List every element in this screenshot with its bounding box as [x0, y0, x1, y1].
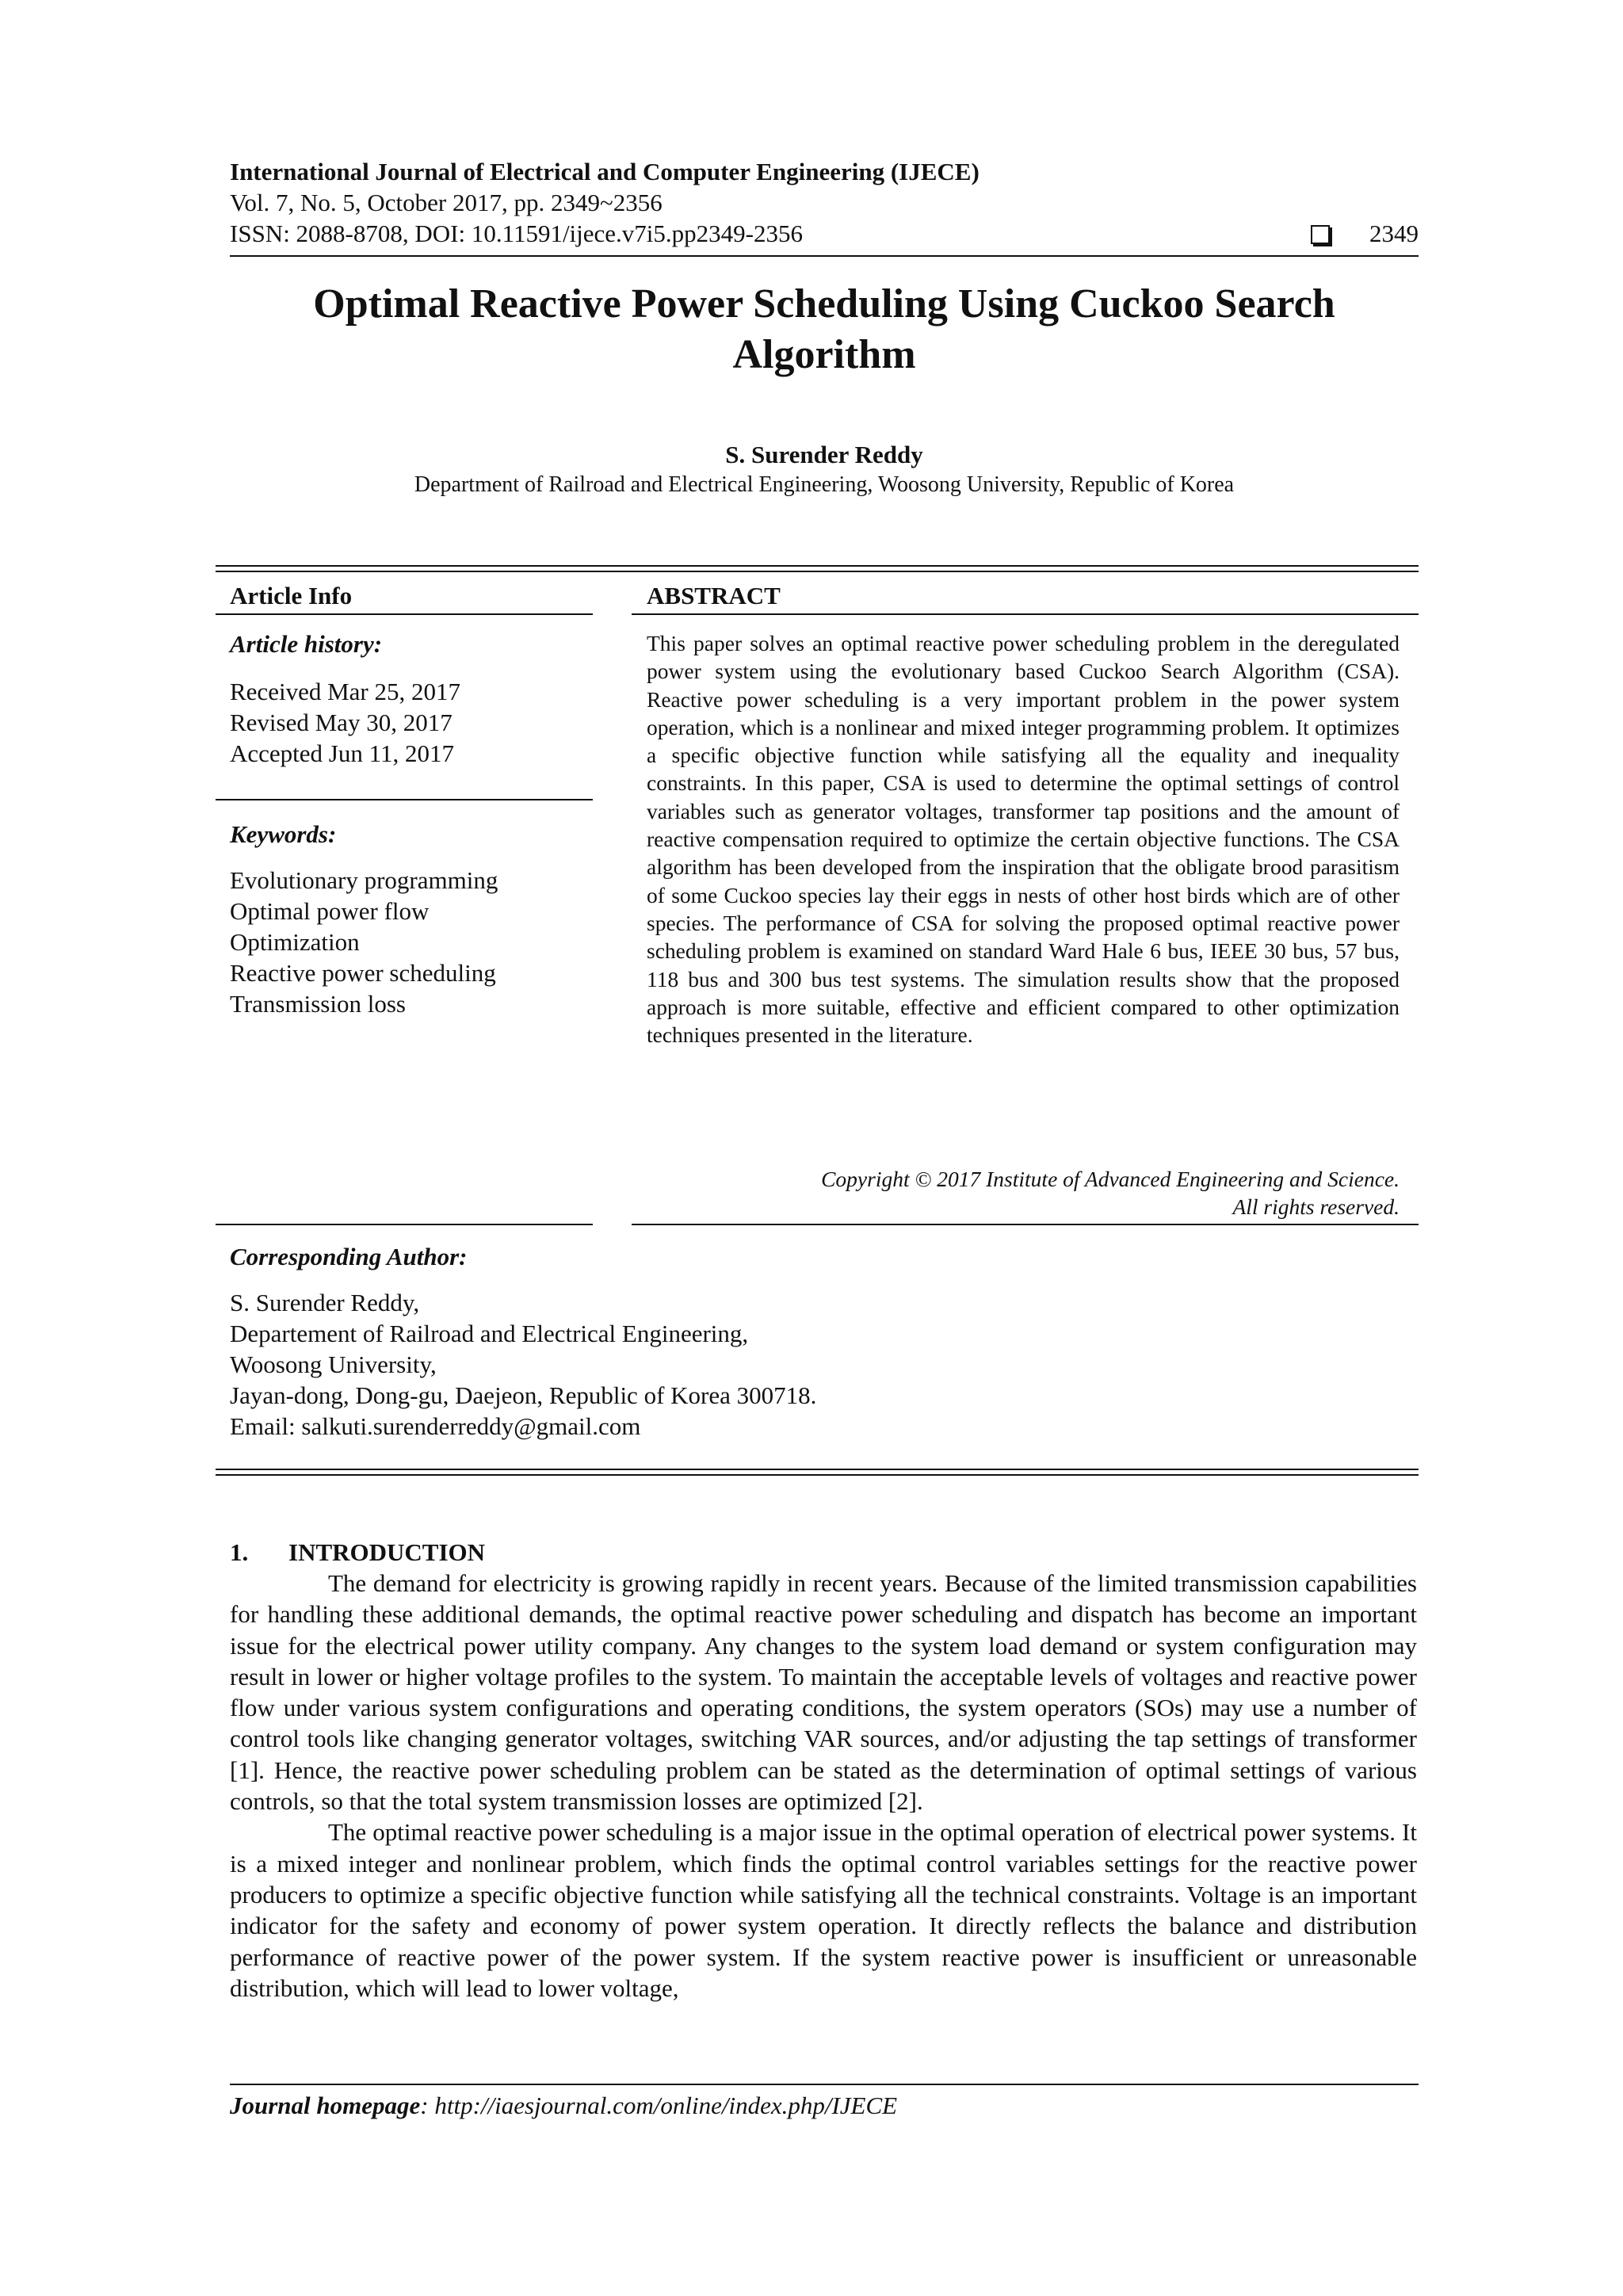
square-bullet-icon [1311, 225, 1330, 244]
author-affiliation: Department of Railroad and Electrical Engineering, Woosong University, Republic of Korea [414, 472, 1235, 497]
footer-url: : http://iaesjournal.com/online/index.php/IJECE [420, 2092, 898, 2119]
article-history-list [230, 676, 460, 769]
corresponding-department: Departement of Railroad and Electrical Engineering, [230, 1320, 749, 1347]
journal-name: International Journal of Electrical and Computer Engineering (IJECE) [230, 158, 980, 185]
keyword-item: Optimal power flow [230, 897, 430, 925]
abstract-heading: ABSTRACT [647, 582, 781, 609]
keyword-item: Evolutionary programming [230, 866, 498, 894]
corresponding-university: Woosong University, [230, 1350, 437, 1378]
corresponding-author-details [230, 1287, 816, 1442]
journal-volume: Vol. 7, No. 5, October 2017, pp. 2349~2356 [230, 189, 663, 216]
article-info-rule [216, 613, 593, 615]
corresponding-name: S. Surender Reddy, [230, 1289, 420, 1316]
body-paragraph: The demand for electricity is growing rapidly in recent years. Because of the limited transmission capabilities for handling these additional demands, the optimal reactive power scheduling and dispatch has become an important issue for the electrical power utility company. Any changes to the system load demand or system configuration may result in lower or higher voltage profiles to the system. To maintain the acceptable levels of voltages and reactive power flow under various system configurations and operating conditions, the system operators (SOs) may use a number of control tools like changing generator voltages, switching VAR sources, and/or adjusting the tap settings of transformer [1]. Hence, the reactive power scheduling problem can be stated as the determination of optimal settings of various controls, so that the total system transmission losses are optimized [2]. [230, 1569, 1417, 1816]
history-revised: Revised May 30, 2017 [230, 709, 453, 736]
corresponding-address: Jayan-dong, Dong-gu, Daejeon, Republic of Korea 300718. [230, 1381, 817, 1409]
section-heading-introduction [230, 1537, 485, 1568]
history-accepted: Accepted Jun 11, 2017 [230, 739, 454, 767]
footer-rule [230, 2084, 1419, 2085]
abstract-text: This paper solves an optimal reactive power scheduling problem in the deregulated power system using the evolutionary based Cuckoo Search Algorithm (CSA). Reactive power scheduling is a very important problem in the power system operation, which is a nonlinear and mixed integer programming problem. It optimizes a specific objective function while satisfying all the equality and inequality constraints. In this paper, CSA is used to determine the optimal settings of control variables such as generator voltages, transformer tap positions and the amount of reactive compensation required to optimize the certain objective functions. The CSA algorithm has been developed from the inspiration that the obligate brood parasitism of some Cuckoo species lay their eggs in nests of other host birds which are of other species. The performance of CSA for solving the proposed optimal reactive power scheduling problem is examined on standard Ward Hale 6 bus, IEEE 30 bus, 57 bus, 118 bus and 300 bus test systems. The simulation results show that the proposed approach is more suitable, effective and efficient compared to other optimization techniques presented in the literature. [647, 631, 1400, 1048]
abstract-heading-rule [632, 613, 1419, 615]
info-bottom-rule [216, 1469, 1419, 1476]
history-received: Received Mar 25, 2017 [230, 678, 460, 705]
abstract-bottom-rule [632, 1224, 1419, 1225]
author-name: S. Surender Reddy [725, 441, 923, 468]
journal-homepage-footer [230, 2090, 897, 2121]
paper-title-line-1: Optimal Reactive Power Scheduling Using Cuckoo Search [313, 281, 1335, 327]
corresponding-email: Email: salkuti.surenderreddy@gmail.com [230, 1412, 641, 1440]
article-info-heading: Article Info [230, 582, 353, 609]
paper-title [230, 279, 1419, 380]
article-history-heading: Article history: [230, 630, 383, 658]
keyword-item: Transmission loss [230, 990, 406, 1018]
page-number-block [1311, 218, 1419, 249]
history-rule [216, 799, 593, 800]
corresponding-left-rule [216, 1224, 593, 1225]
section-title: INTRODUCTION [288, 1538, 486, 1566]
journal-issn-doi: ISSN: 2088-8708, DOI: 10.11591/ijece.v7i5.pp2349-2356 [230, 220, 803, 247]
copyright-line-1: Copyright © 2017 Institute of Advanced Engineering and Science. [821, 1167, 1400, 1191]
header-rule [230, 255, 1419, 257]
footer-label: Journal homepage [230, 2092, 421, 2119]
info-top-rule [216, 565, 1419, 572]
keywords-list [230, 865, 498, 1019]
section-number: 1. [230, 1538, 249, 1566]
body-paragraph: The optimal reactive power scheduling is a major issue in the optimal operation of electrical power systems. It is a mixed integer and nonlinear problem, which finds the optimal control variables settings for the reactive power producers to optimize a specific objective function while satisfying all the technical constraints. Voltage is an important indicator for the safety and economy of power system operation. It directly reflects the balance and distribution performance of reactive power of the power system. If the system reactive power is insufficient or unreasonable distribution, which will lead to lower voltage, [230, 1818, 1417, 2002]
corresponding-author-heading: Corresponding Author: [230, 1243, 468, 1270]
keyword-item: Reactive power scheduling [230, 959, 496, 987]
keyword-item: Optimization [230, 928, 360, 956]
copyright-notice [647, 1165, 1400, 1221]
keywords-heading: Keywords: [230, 820, 337, 848]
page-number: 2349 [1369, 220, 1419, 247]
paper-title-line-2: Algorithm [732, 332, 916, 377]
copyright-line-2: All rights reserved. [1232, 1194, 1400, 1219]
introduction-body [230, 1568, 1417, 2004]
